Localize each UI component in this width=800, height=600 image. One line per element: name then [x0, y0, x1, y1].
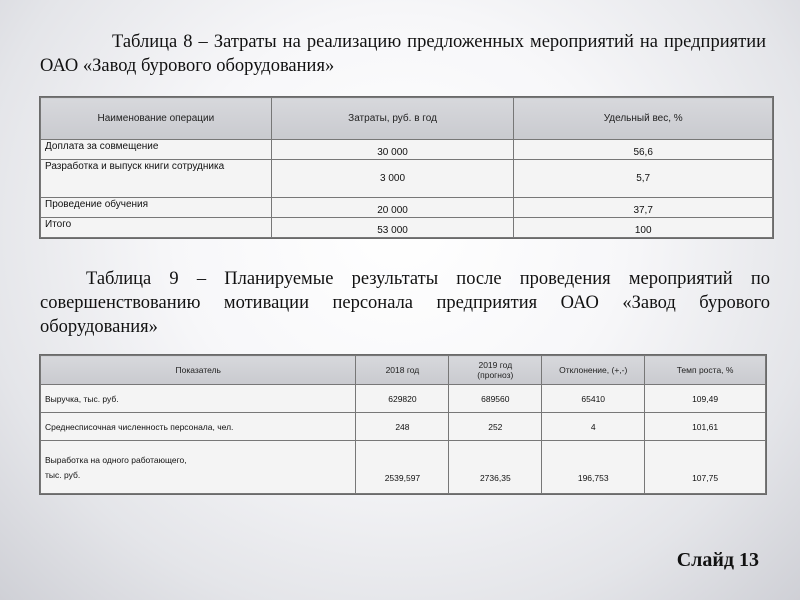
growth-value: 107,75: [645, 441, 766, 494]
table8-caption: Таблица 8 – Затраты на реализацию предложенных мероприятий на предприятии ОАО «Завод бурового оборудования»: [40, 32, 766, 76]
value-2018: 248: [356, 413, 449, 441]
slide-number: Слайд 13: [676, 549, 759, 571]
cost-value: 20 000: [271, 198, 514, 218]
deviation-value: 196,753: [542, 441, 645, 494]
growth-value: 101,61: [645, 413, 766, 441]
deviation-value: 4: [542, 413, 645, 441]
value-2019: 252: [449, 413, 542, 441]
value-2019: 2736,35: [449, 441, 542, 494]
table9-caption: Таблица 9 – Планируемые результаты после проведения мероприятий по совершенствованию мотивации персонала предприятия ОАО «Завод бурового оборудования»: [40, 269, 770, 337]
table-header-row: [41, 98, 773, 140]
table-row: [41, 160, 773, 198]
column-header-share: Удельный вес, %: [514, 98, 773, 140]
column-header-cost: Затраты, руб. в год: [271, 98, 514, 140]
table-row-total: [41, 218, 773, 238]
indicator-name: [41, 441, 356, 494]
cost-value: 3 000: [271, 160, 514, 198]
indicator-name: Выручка, тыс. руб.: [41, 385, 356, 413]
header-2019-year: 2019 год: [478, 360, 513, 370]
table-row: [41, 385, 766, 413]
indicator-name-line1: Выработка на одного работающего,: [45, 454, 187, 465]
growth-value: 109,49: [645, 385, 766, 413]
column-header-operation: Наименование операции: [41, 98, 272, 140]
value-2018: 629820: [356, 385, 449, 413]
deviation-value: 65410: [542, 385, 645, 413]
share-value: 56,6: [514, 140, 773, 160]
operation-name: Доплата за совмещение: [41, 140, 272, 160]
share-value: 5,7: [514, 160, 773, 198]
table-row: [41, 140, 773, 160]
cost-value: 53 000: [271, 218, 514, 238]
results-table: [40, 355, 766, 494]
header-2019-note: (прогноз): [477, 370, 514, 380]
table-row: [41, 441, 766, 494]
share-value: 100: [514, 218, 773, 238]
table-row: [41, 198, 773, 218]
column-header-2018: 2018 год: [356, 356, 449, 385]
cost-value: 30 000: [271, 140, 514, 160]
operation-name: Проведение обучения: [41, 198, 272, 218]
indicator-name-line2: тыс. руб.: [45, 469, 81, 480]
column-header-indicator: Показатель: [41, 356, 356, 385]
value-2018: 2539,597: [356, 441, 449, 494]
column-header-deviation: Отклонение, (+,-): [542, 356, 645, 385]
table-header-row: [41, 356, 766, 385]
column-header-growth: Темп роста, %: [645, 356, 766, 385]
value-2019: 689560: [449, 385, 542, 413]
indicator-name: Среднесписочная численность персонала, чел.: [41, 413, 356, 441]
operation-name: Итого: [41, 218, 272, 238]
share-value: 37,7: [514, 198, 773, 218]
table-row: [41, 413, 766, 441]
costs-table: [40, 97, 773, 238]
operation-name: Разработка и выпуск книги сотрудника: [41, 160, 272, 198]
column-header-2019: [449, 356, 542, 385]
